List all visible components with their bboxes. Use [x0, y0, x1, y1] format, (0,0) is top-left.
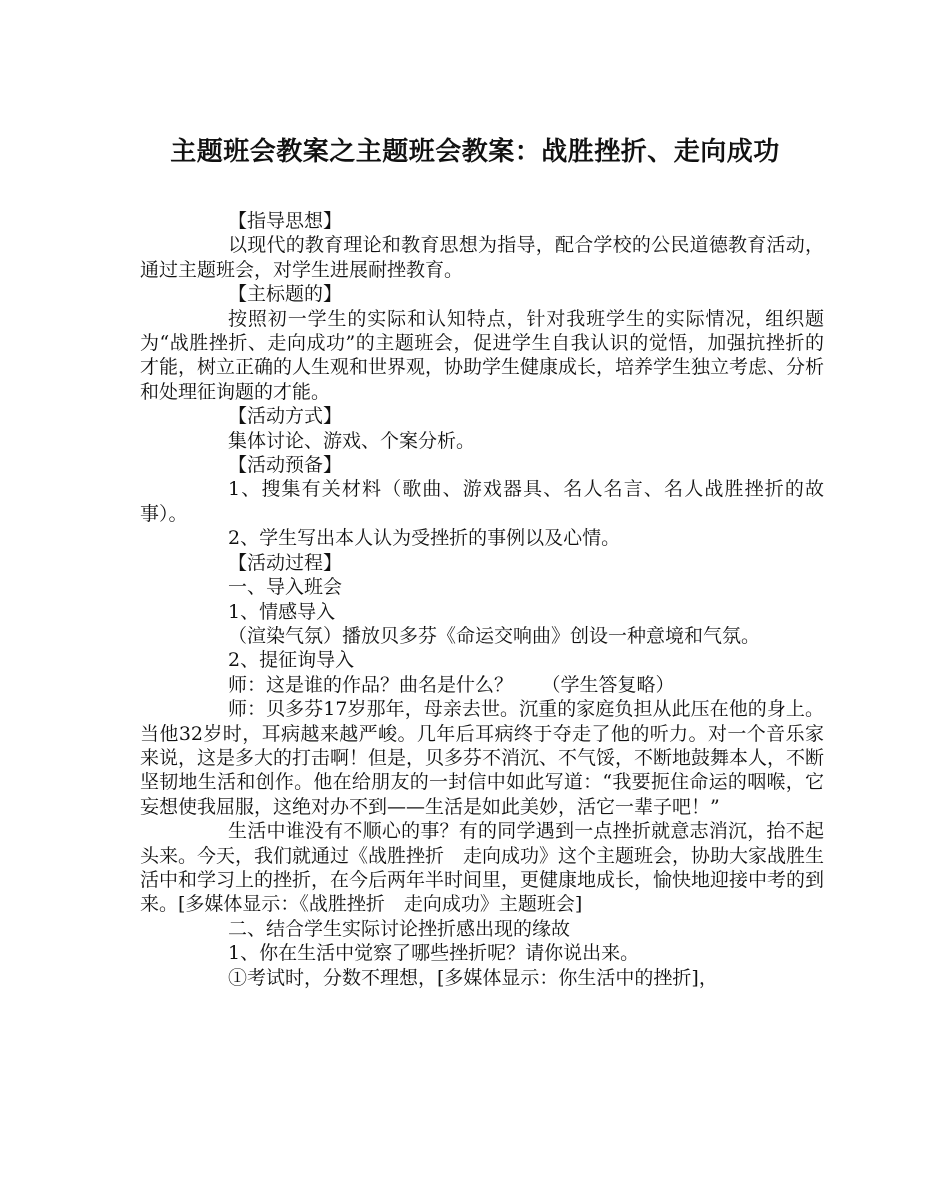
paragraph: 2、学生写出本人认为受挫折的事例以及心情。	[228, 527, 621, 550]
paragraph: 集体讨论、游戏、个案分析。	[228, 429, 476, 452]
section-heading-activity-process: 【活动过程】	[228, 551, 343, 574]
paragraph: 一、导入班会	[228, 576, 343, 599]
section-heading-activity-preparation: 【活动预备】	[228, 454, 343, 477]
section-heading-guiding-ideology: 【指导思想】	[228, 210, 343, 232]
document-body	[140, 209, 824, 990]
paragraph: ①考试时，分数不理想，[多媒体显示：你生活中的挫折]，	[228, 966, 718, 989]
paragraph: 1、情感导入	[228, 600, 336, 623]
section-heading-main-purpose: 【主标题的】	[228, 283, 343, 306]
paragraph: 二、结合学生实际讨论挫折感出现的缘故	[228, 917, 571, 940]
paragraph: 1、你在生活中觉察了哪些挫折呢？请你说出来。	[228, 942, 640, 965]
paragraph: （渲染气氛）播放贝多芬《命运交响曲》创设一种意境和气氛。	[228, 624, 761, 647]
section-heading-activity-format: 【活动方式】	[228, 405, 343, 428]
paragraph: 师：这是谁的作品？曲名是什么？ （学生答复略）	[228, 673, 675, 696]
paragraph: 生活中谁没有不顺心的事？有的同学遇到一点挫折就意志消沉，抬不起头来。今天，我们就通过《战胜挫折 走向成功》这个主题班会，协助大家战胜生活中和学习上的挫折，在今后两年半时间里，更健康地成长，愉快地迎接中考的到来。[多媒体显示：《战胜挫折 走向成功》主题班会]	[140, 820, 825, 916]
paragraph: 2、提征询导入	[228, 649, 355, 672]
paragraph: 1、搜集有关材料（歌曲、游戏器具、名人名言、名人战胜挫折的故事）。	[140, 478, 824, 525]
document-title: 主题班会教案之主题班会教案：战胜挫折、走向成功	[170, 137, 780, 167]
paragraph: 以现代的教育理论和教育思想为指导，配合学校的公民道德教育活动，通过主题班会，对学生进展耐挫教育。	[140, 234, 824, 281]
paragraph: 师：贝多芬17岁那年，母亲去世。沉重的家庭负担从此压在他的身上。当他32岁时，耳病越来越严峻。几年后耳病终于夺走了他的听力。对一个音乐家来说，这是多大的打击啊！但是，贝多芬不消沉、不气馁，不断地鼓舞本人，不断坚韧地生活和创作。他在给朋友的一封信中如此写道：“我要扼住命运的咽喉，它妄想使我屈服，这绝对办不到——生活是如此美妙，活它一辈子吧！”	[140, 698, 825, 818]
paragraph: 按照初一学生的实际和认知特点，针对我班学生的实际情况，组织题为“战胜挫折、走向成功”的主题班会，促进学生自我认识的觉悟，加强抗挫折的才能，树立正确的人生观和世界观，协助学生健康成长，培养学生独立考虑、分析和处理征询题的才能。	[140, 307, 825, 403]
